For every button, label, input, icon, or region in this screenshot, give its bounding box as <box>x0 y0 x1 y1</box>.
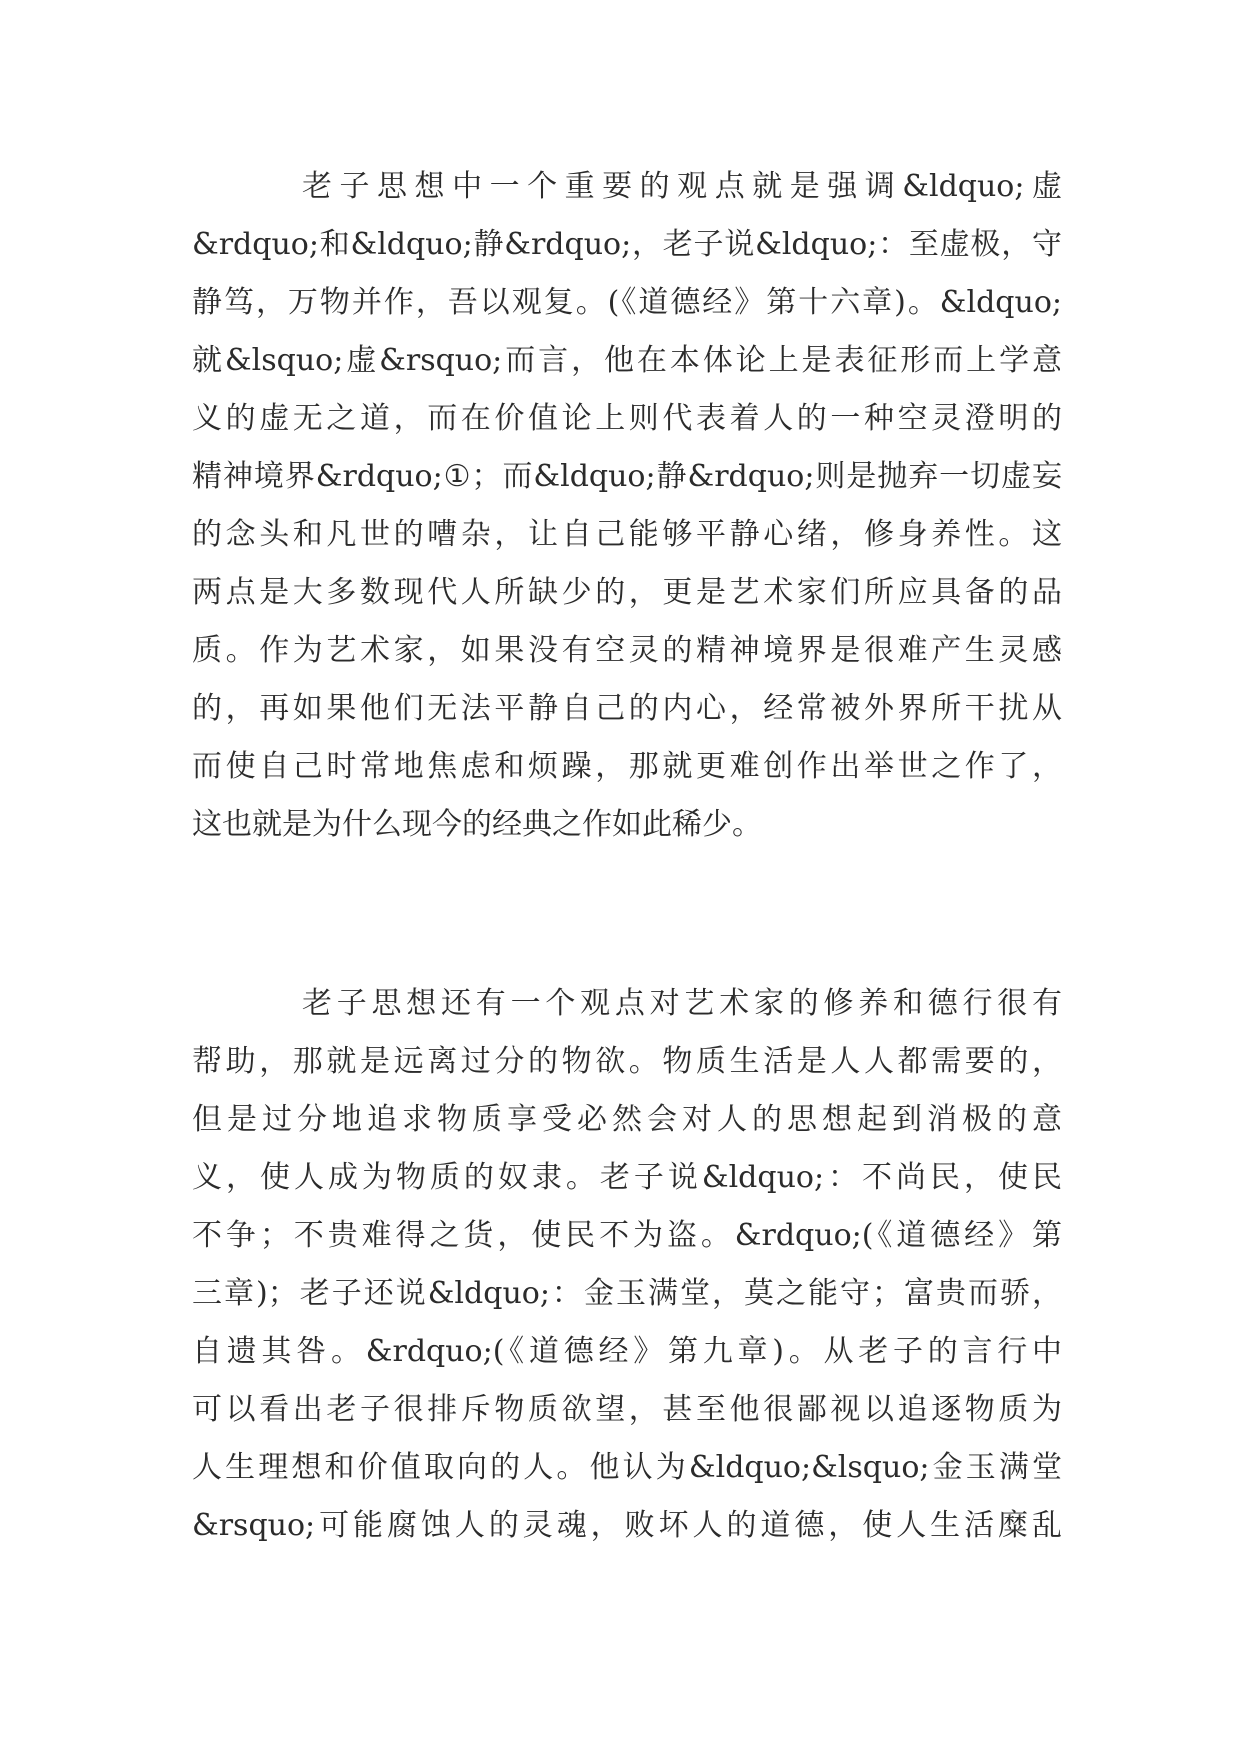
text-line: 不争；不贵难得之货，使民不为盗。&rdquo;(《道德经》第 <box>192 1218 1062 1253</box>
text-line: 帮助，那就是远离过分的物欲。物质生活是人人都需要的， <box>192 1044 1062 1079</box>
text-line: 但是过分地追求物质享受必然会对人的思想起到消极的意 <box>192 1102 1062 1137</box>
text-line: 三章)；老子还说&ldquo;：金玉满堂，莫之能守；富贵而骄， <box>192 1276 1062 1311</box>
text-line: 人生理想和价值取向的人。他认为&ldquo;&lsquo;金玉满堂 <box>192 1450 1062 1485</box>
paragraph-2 <box>192 975 1062 1555</box>
text-line: 的，再如果他们无法平静自己的内心，经常被外界所干扰从 <box>192 691 1062 726</box>
text-line: 老子思想还有一个观点对艺术家的修养和德行很有 <box>302 986 1062 1021</box>
text-line: 这也就是为什么现今的经典之作如此稀少。 <box>192 807 762 842</box>
text-line: 老子思想中一个重要的观点就是强调&ldquo;虚 <box>302 169 1062 204</box>
text-line: &rsquo;可能腐蚀人的灵魂，败坏人的道德，使人生活糜乱 <box>192 1508 1062 1543</box>
text-line: 义，使人成为物质的奴隶。老子说&ldquo;：不尚民，使民 <box>192 1160 1062 1195</box>
text-line: 精神境界&rdquo;①；而&ldquo;静&rdquo;则是抛弃一切虚妄 <box>192 459 1062 494</box>
text-line: &rdquo;和&ldquo;静&rdquo;，老子说&ldquo;：至虚极，守 <box>192 227 1062 262</box>
text-line: 两点是大多数现代人所缺少的，更是艺术家们所应具备的品 <box>192 575 1062 610</box>
text-line: 义的虚无之道，而在价值论上则代表着人的一种空灵澄明的 <box>192 401 1062 436</box>
text-line: 静笃，万物并作，吾以观复。(《道德经》第十六章)。&ldquo; <box>192 285 1062 320</box>
text-line: 可以看出老子很排斥物质欲望，甚至他很鄙视以追逐物质为 <box>192 1392 1062 1427</box>
text-line: 质。作为艺术家，如果没有空灵的精神境界是很难产生灵感 <box>192 633 1062 668</box>
text-line: 而使自己时常地焦虑和烦躁，那就更难创作出举世之作了， <box>192 749 1062 784</box>
paragraph-1 <box>192 158 1062 854</box>
text-line: 的念头和凡世的嘈杂，让自己能够平静心绪，修身养性。这 <box>192 517 1062 552</box>
text-line: 就&lsquo;虚&rsquo;而言，他在本体论上是表征形而上学意 <box>192 343 1062 378</box>
text-line: 自遗其咎。&rdquo;(《道德经》第九章)。从老子的言行中 <box>192 1334 1062 1369</box>
